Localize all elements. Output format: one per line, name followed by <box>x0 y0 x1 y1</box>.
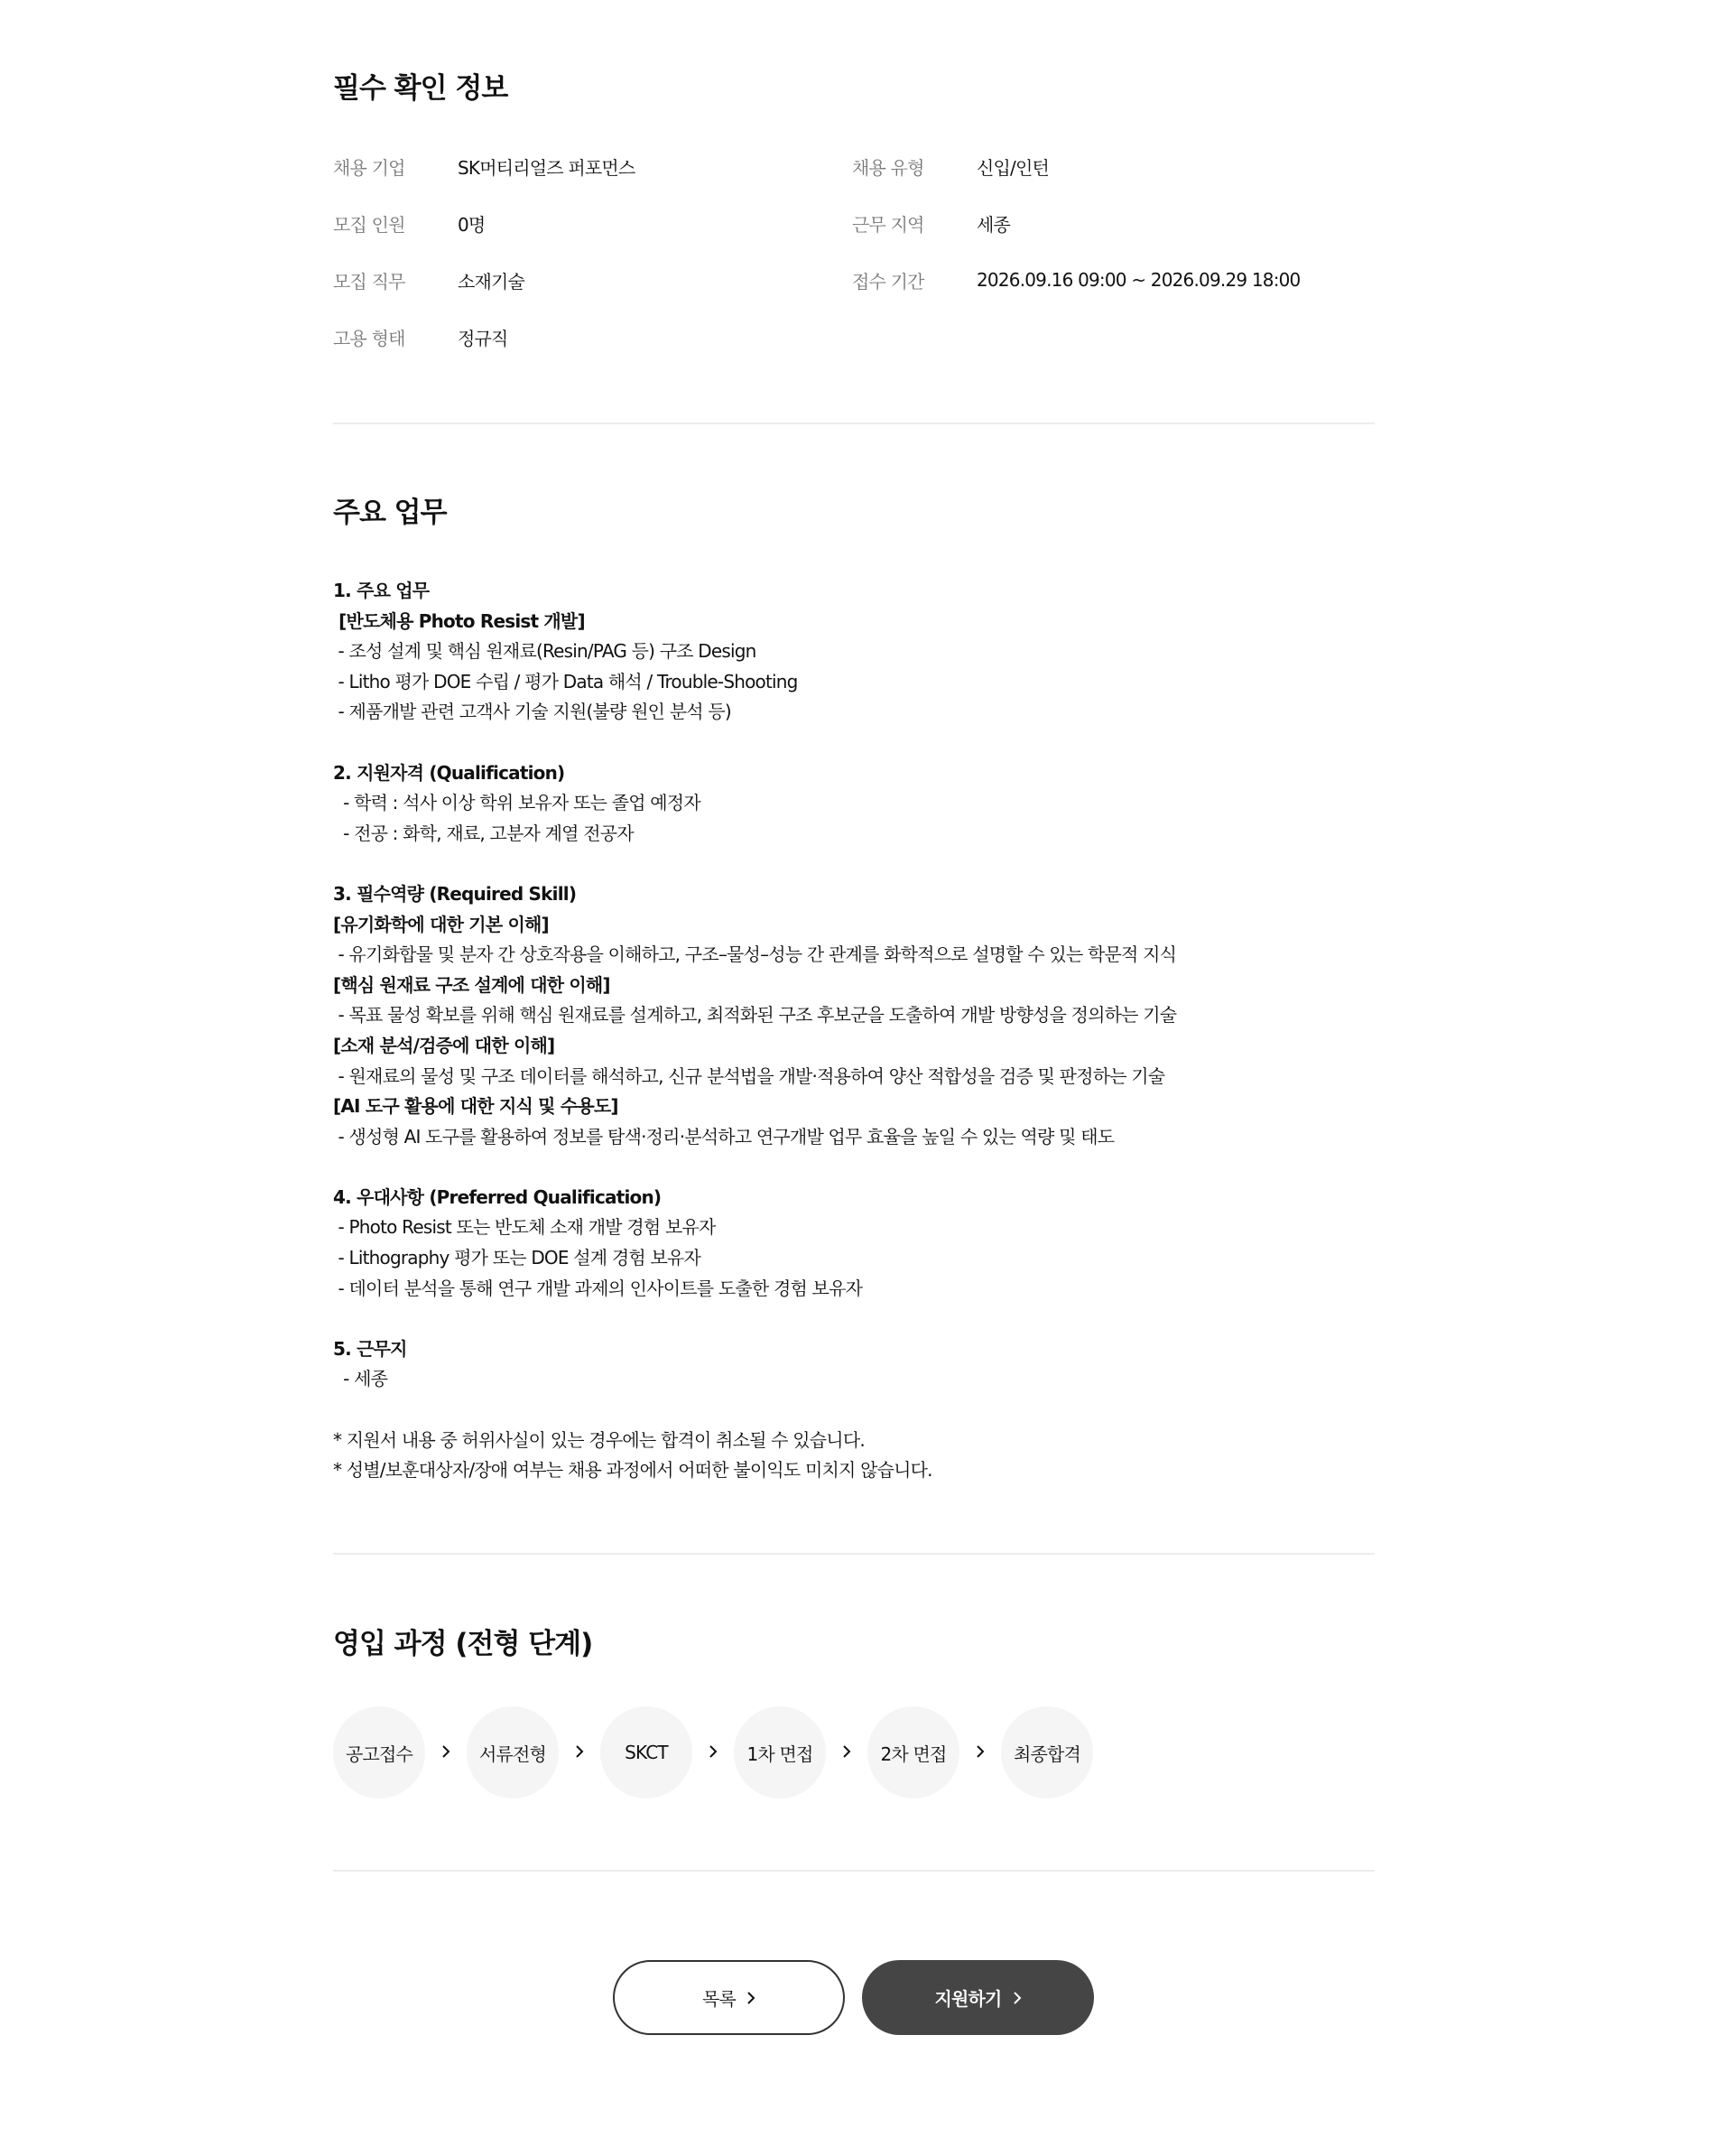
info-label: 채용 기업 <box>333 156 405 179</box>
duty-heading: [반도체용 Photo Resist 개발] <box>333 609 585 632</box>
duty-text-line: - Photo Resist 또는 반도체 소재 개발 경험 보유자 <box>333 1216 716 1239</box>
duty-text-line: - 유기화합물 및 분자 간 상호작용을 이해하고, 구조–물성–성능 간 관계를 화학적으로 설명할 수 있는 학문적 지식 <box>333 943 1177 966</box>
chevron-right-icon <box>1013 1991 1022 2005</box>
duty-heading: 4. 우대사항 (Preferred Qualification) <box>333 1185 662 1208</box>
duty-text-line: - 데이터 분석을 통해 연구 개발 과제의 인사이트를 도출한 경험 보유자 <box>333 1277 863 1299</box>
info-label: 고용 형태 <box>333 327 405 349</box>
info-value: SK머티리얼즈 퍼포먼스 <box>458 156 635 179</box>
info-value: 소재기술 <box>458 270 525 293</box>
section-divider <box>333 423 1375 424</box>
duty-text-line: - 전공 : 화학, 재료, 고분자 계열 전공자 <box>333 822 634 844</box>
info-row-hire-type <box>852 153 1049 179</box>
chevron-right-icon <box>746 1991 755 2005</box>
duty-text-line: - Lithography 평가 또는 DOE 설계 경험 보유자 <box>333 1247 701 1269</box>
duty-heading: [소재 분석/검증에 대한 이해] <box>333 1034 555 1056</box>
section-divider <box>333 1553 1375 1555</box>
info-value: 2026.09.16 09:00 ~ 2026.09.29 18:00 <box>977 269 1301 291</box>
duty-text-line: - 원재료의 물성 및 구조 데이터를 해석하고, 신규 분석법을 개발·적용하여 양산 적합성을 검증 및 판정하는 기술 <box>333 1064 1165 1087</box>
duty-text-line: * 성별/보훈대상자/장애 여부는 채용 과정에서 어떠한 불이익도 미치지 않습니다. <box>333 1459 932 1482</box>
chevron-right-icon <box>706 1741 720 1762</box>
process-step: SKCT <box>600 1706 692 1798</box>
info-label: 접수 기간 <box>852 270 924 293</box>
info-value: 신입/인턴 <box>977 156 1050 179</box>
blank-line <box>333 728 1375 758</box>
duty-text-line: - Litho 평가 DOE 수립 / 평가 Data 해석 / Trouble-Shooting <box>333 670 798 692</box>
process-step: 서류전형 <box>467 1706 559 1798</box>
process-step: 2차 면접 <box>867 1706 959 1798</box>
info-row-company <box>333 153 635 179</box>
process-step: 1차 면접 <box>734 1706 826 1798</box>
chevron-right-icon <box>572 1741 587 1762</box>
info-row-period <box>852 267 1301 293</box>
duty-heading: [유기화학에 대한 기본 이해] <box>333 913 549 935</box>
blank-line <box>333 1152 1375 1183</box>
info-row-headcount <box>333 210 485 236</box>
duty-text-line: - 생성형 AI 도구를 활용하여 정보를 탐색·정리·분석하고 연구개발 업무 효율을 높일 수 있는 역량 및 태도 <box>333 1125 1115 1148</box>
blank-line <box>333 849 1375 879</box>
info-label: 모집 직무 <box>333 270 405 293</box>
duties-title: 주요 업무 <box>333 497 447 529</box>
apply-button[interactable] <box>862 1960 1094 2035</box>
duty-heading: [AI 도구 활용에 대한 지식 및 수용도] <box>333 1095 618 1118</box>
info-row-location <box>852 210 1010 236</box>
blank-line <box>333 1395 1375 1426</box>
info-label: 근무 지역 <box>852 213 924 236</box>
info-label: 채용 유형 <box>852 156 924 179</box>
duty-text-line: - 학력 : 석사 이상 학위 보유자 또는 졸업 예정자 <box>333 792 700 814</box>
info-value: 정규직 <box>458 327 508 349</box>
duty-heading: 1. 주요 업무 <box>333 580 430 601</box>
duties-body <box>333 576 1375 1486</box>
process-step: 공고접수 <box>333 1706 425 1798</box>
chevron-right-icon <box>973 1741 987 1762</box>
duty-text-line: - 제품개발 관련 고객사 기술 지원(불량 원인 분석 등) <box>333 701 731 723</box>
section-divider <box>333 1870 1375 1872</box>
info-value: 0명 <box>458 213 486 236</box>
duty-text-line: - 조성 설계 및 핵심 원재료(Resin/PAG 등) 구조 Design <box>333 640 756 663</box>
chevron-right-icon <box>839 1741 854 1762</box>
info-label: 모집 인원 <box>333 213 405 236</box>
info-row-employment-type <box>333 324 508 349</box>
duty-heading: [핵심 원재료 구조 설계에 대한 이해] <box>333 973 610 996</box>
chevron-right-icon <box>439 1741 453 1762</box>
process-title: 영입 과정 (전형 단계) <box>333 1628 593 1660</box>
duty-heading: 3. 필수역량 (Required Skill) <box>333 882 577 905</box>
required-info-title: 필수 확인 정보 <box>333 72 508 105</box>
info-value: 세종 <box>977 213 1011 236</box>
duty-text-line: - 목표 물성 확보를 위해 핵심 원재료를 설계하고, 최적화된 구조 후보군을 도출하여 개발 방향성을 정의하는 기술 <box>333 1004 1177 1027</box>
list-button[interactable] <box>613 1960 845 2035</box>
duty-text-line: * 지원서 내용 중 허위사실이 있는 경우에는 합격이 취소될 수 있습니다. <box>333 1428 865 1451</box>
duty-heading: 2. 지원자격 (Qualification) <box>333 761 565 784</box>
info-row-job <box>333 267 524 293</box>
apply-button-label: 지원하기 <box>934 1988 1002 2010</box>
duty-text-line: - 세종 <box>333 1368 388 1390</box>
duty-heading: 5. 근무지 <box>333 1337 407 1360</box>
process-step: 최종합격 <box>1001 1706 1093 1798</box>
list-button-label: 목록 <box>701 1988 737 2010</box>
process-steps <box>333 1706 1375 1798</box>
blank-line <box>333 1304 1375 1334</box>
